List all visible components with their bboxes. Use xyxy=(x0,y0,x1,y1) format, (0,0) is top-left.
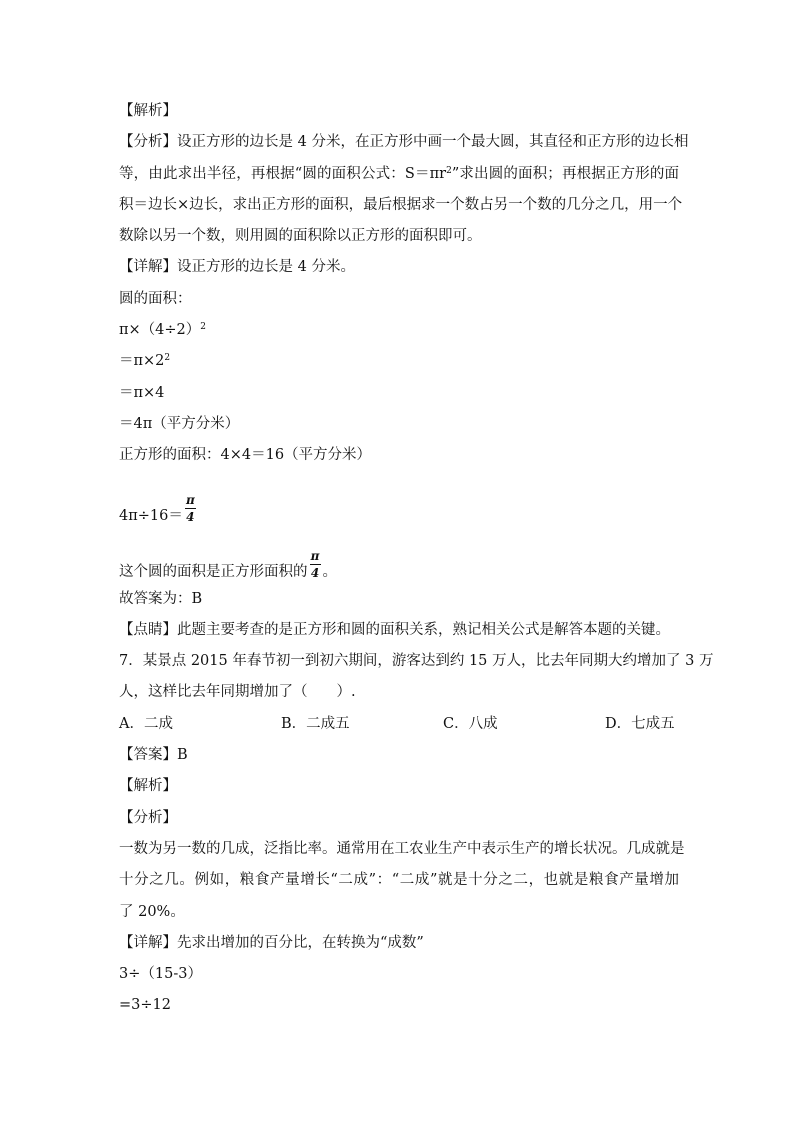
option-b: B．二成五 xyxy=(281,715,350,732)
detail-heading: 【详解】先求出增加的百分比，在转换为“成数” xyxy=(119,934,424,951)
option-c: C．八成 xyxy=(443,715,498,732)
question-7-line: 7．某景点 2015 年春节初一到初六期间，游客达到约 15 万人，比去年同期大约增加了 3 万 xyxy=(119,653,714,670)
analysis-text-line: 数除以另一个数，则用圆的面积除以正方形的面积即可。 xyxy=(119,228,482,245)
division-line: 4π÷16＝ $\frac{\pi}{4}$ xyxy=(119,492,195,524)
analysis-text-line: 积＝边长×边长，求出正方形的面积，最后根据求一个数占另一个数的几分之几，用一个 xyxy=(119,196,683,213)
answer-options xyxy=(119,709,679,740)
detail-heading: 【详解】设正方形的边长是 4 分米。 xyxy=(119,259,355,276)
answer-line: 故答案为：B xyxy=(119,590,203,607)
analysis-text-line: 【分析】设正方形的边长是 4 分米，在正方形中画一个最大圆，其直径和正方形的边长相 xyxy=(119,134,689,151)
analysis-heading: 【解析】 xyxy=(119,103,177,119)
analysis-text-line: 了 20%。 xyxy=(119,903,185,920)
math-step: $\pi\times(4\div 2)^2$ xyxy=(119,322,207,339)
option-d: D．七成五 xyxy=(605,715,675,732)
square-area-line: 正方形的面积：4×4＝16（平方分米） xyxy=(119,447,372,464)
conclusion-line: 这个圆的面积是正方形面积的 $\frac{\pi}{4}$ 。 xyxy=(119,548,337,580)
math-step: ＝4π（平方分米） xyxy=(119,415,240,432)
analysis-subheading: 【分析】 xyxy=(119,809,177,826)
analysis-heading: 【解析】 xyxy=(119,778,177,795)
document-page xyxy=(119,96,714,1022)
pi-over-four-fraction: $\frac{\pi}{4}$ xyxy=(185,492,195,524)
circle-area-label: 圆的面积： xyxy=(119,290,192,307)
math-step: =3÷12 xyxy=(119,997,171,1014)
analysis-text-line: 等，由此求出半径，再根据“圆的面积公式：$S=\pi r^2$”求出圆的面积；再根据正方形的面 xyxy=(119,165,679,182)
math-step: 3÷（15-3） xyxy=(119,966,202,983)
option-a: A．二成 xyxy=(119,715,173,732)
analysis-text-line: 十分之几。例如，粮食产量增长“二成”：“二成”就是十分之二，也就是粮食产量增加 xyxy=(119,872,679,889)
math-step: ＝π×4 xyxy=(119,384,165,401)
remark-line: 【点睛】此题主要考查的是正方形和圆的面积关系，熟记相关公式是解答本题的关键。 xyxy=(119,621,670,638)
math-step: $=\pi\times 2^2$ xyxy=(119,353,171,370)
question-7-line: 人，这样比去年同期增加了（ ）. xyxy=(119,684,356,701)
answer-heading: 【答案】B xyxy=(119,747,188,764)
pi-over-four-fraction: $\frac{\pi}{4}$ xyxy=(310,548,320,580)
analysis-text-line: 一数为另一数的几成，泛指比率。通常用在工农业生产中表示生产的增长状况。几成就是 xyxy=(119,840,685,857)
